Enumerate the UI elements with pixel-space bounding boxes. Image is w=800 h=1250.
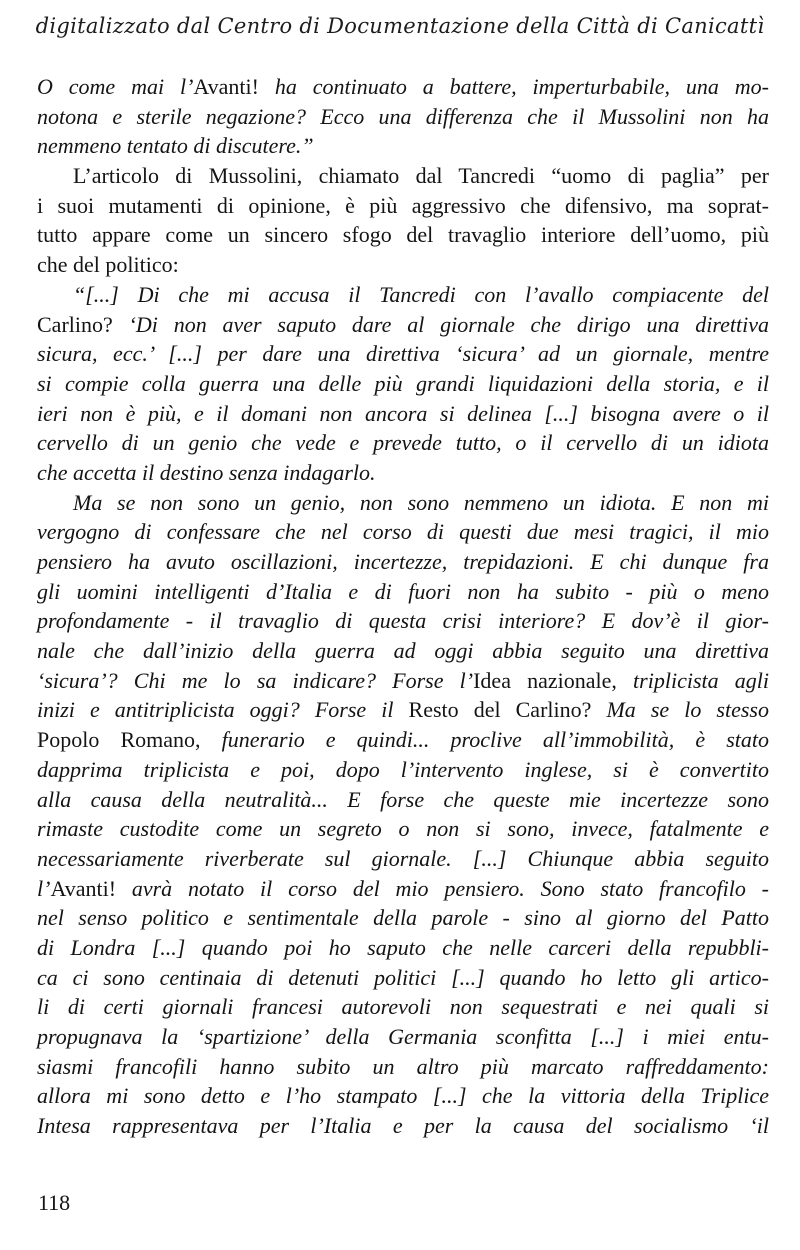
text-line (37, 517, 769, 547)
roman-text: i suoi mutamenti di opinione, è più aggressivo che difensivo, ma soprat- (37, 192, 769, 218)
paragraph (37, 280, 769, 488)
italic-text: necessariamente riverberate sul giornale. [...] Chiunque abbia seguito (37, 845, 769, 871)
roman-text: che del politico: (37, 252, 179, 278)
text-line (37, 339, 769, 369)
text-line (37, 280, 769, 310)
italic-text: rimaste custodite come un segreto o non si sono, invece, fatalmente e (37, 816, 769, 842)
text-line (37, 161, 769, 191)
italic-text: di Londra [...] quando poi ho saputo che nelle carceri della repubbli- (37, 934, 769, 960)
paragraph (37, 488, 769, 1141)
text-line (37, 1052, 769, 1082)
roman-text: Resto del Carlino? (408, 697, 592, 723)
italic-text: funerario e quindi... proclive all’immobilità, è stato (200, 727, 769, 753)
text-line (37, 874, 769, 904)
text-line (37, 963, 769, 993)
text-line (37, 369, 769, 399)
roman-text: Avanti! (50, 875, 117, 901)
paragraph (37, 72, 769, 161)
text-line (37, 220, 769, 250)
italic-text: gli uomini intelligenti d’Italia e di fuori non ha subito - più o meno (37, 578, 769, 604)
roman-text: Idea nazionale, (473, 667, 617, 693)
text-line (37, 1022, 769, 1052)
text-line (37, 547, 769, 577)
text-line (37, 725, 769, 755)
roman-text: Popolo Romano, (37, 727, 201, 753)
roman-text: Avanti! (193, 74, 259, 99)
italic-text: profondamente - il travaglio di questa crisi interiore? E dov’è il gior- (37, 608, 769, 634)
italic-text: propugnava la ‘spartizione’ della Germania sconfitta [...] i miei entu- (37, 1024, 769, 1049)
text-line (37, 488, 769, 518)
italic-text: pensiero ha avuto oscillazioni, incertezze, trepidazioni. E chi dunque fra (37, 549, 769, 574)
paragraph (37, 161, 769, 280)
text-line (37, 755, 769, 785)
text-line (37, 458, 769, 488)
text-line (37, 606, 769, 636)
italic-text: ‘Di non aver saputo dare al giornale che dirigo una direttiva (112, 311, 769, 337)
text-line (37, 399, 769, 429)
text-line (37, 814, 769, 844)
italic-text: siasmi francofili hanno subito un altro più marcato raffreddamento: (37, 1053, 769, 1079)
text-line (37, 310, 769, 340)
text-line (37, 428, 769, 458)
italic-text: alla causa della neutralità... E forse che queste mie incertezze sono (37, 786, 769, 812)
italic-text: allora mi sono detto e l’ho stampato [...] che la vittoria della Triplice (37, 1083, 769, 1109)
text-line (37, 191, 769, 221)
text-line (37, 577, 769, 607)
italic-text: Ma se non sono un genio, non sono nemmeno un idiota. E non mi (73, 489, 769, 515)
italic-text: dapprima triplicista e poi, dopo l’intervento inglese, si è convertito (37, 756, 769, 782)
text-line (37, 666, 769, 696)
italic-text: nel senso politico e sentimentale della parole - sino al giorno del Patto (37, 905, 769, 931)
text-line (37, 933, 769, 963)
italic-text: ca ci sono centinaia di detenuti politici [...] quando ho letto gli artico- (37, 964, 769, 990)
text-line (37, 1081, 769, 1111)
text-line (37, 72, 769, 102)
italic-text: avrà notato il corso del mio pensiero. Sono stato francofilo - (116, 875, 769, 901)
roman-text: Carlino? (37, 311, 113, 337)
italic-text: si compie colla guerra una delle più grandi liquidazioni della storia, e il (37, 370, 769, 396)
italic-text: Ma se lo stesso (591, 697, 769, 723)
italic-text: vergogno di confessare che nel corso di questi due mesi tragici, il mio (37, 519, 769, 545)
italic-text: sicura, ecc.’ [...] per dare una direttiva ‘sicura’ ad un giornale, mentre (37, 341, 769, 367)
text-line (37, 1111, 769, 1141)
text-line (37, 636, 769, 666)
page-number: 118 (38, 1190, 71, 1215)
roman-text: tutto appare come un sincero sfogo del travaglio interiore dell’uomo, più (37, 222, 769, 248)
text-line (37, 992, 769, 1022)
text-line (37, 695, 769, 725)
digitization-watermark: digitalizzato dal Centro di Documentazione della Città di Canicattì (35, 14, 765, 38)
text-line (37, 844, 769, 874)
italic-text: triplicista agli (616, 667, 769, 693)
text-line (37, 102, 769, 132)
italic-text: l’ (37, 875, 51, 901)
italic-text: ‘sicura’? Chi me lo sa indicare? Forse l’ (37, 667, 474, 693)
italic-text: nale che dall’inizio della guerra ad oggi abbia seguito una direttiva (37, 638, 769, 664)
italic-text: ha continuato a battere, imperturbabile, una mo- (258, 74, 769, 99)
italic-text: li di certi giornali francesi autorevoli non sequestrati e nei quali si (37, 994, 769, 1020)
italic-text: nemmeno tentato di discutere.” (37, 133, 314, 159)
italic-text: notona e sterile negazione? Ecco una differenza che il Mussolini non ha (37, 103, 769, 129)
italic-text: inizi e antitriplicista oggi? Forse il (37, 697, 409, 723)
roman-text: L’articolo di Mussolini, chiamato dal Tancredi “uomo di paglia” per (73, 163, 769, 189)
text-line (37, 250, 769, 280)
text-line (37, 131, 769, 161)
italic-text: che accetta il destino senza indagarlo. (37, 459, 376, 485)
italic-text: ieri non è più, e il domani non ancora si delinea [...] bisogna avere o il (37, 400, 769, 426)
italic-text: cervello di un genio che vede e prevede tutto, o il cervello di un idiota (37, 430, 769, 456)
italic-text: Intesa rappresentava per l’Italia e per la causa del socialismo ‘il (37, 1113, 769, 1139)
text-line (37, 903, 769, 933)
italic-text: “[...] Di che mi accusa il Tancredi con l’avallo compiacente del (73, 281, 769, 307)
italic-text: O come mai l’ (37, 74, 194, 99)
body-text (37, 72, 769, 1141)
text-line (37, 785, 769, 815)
